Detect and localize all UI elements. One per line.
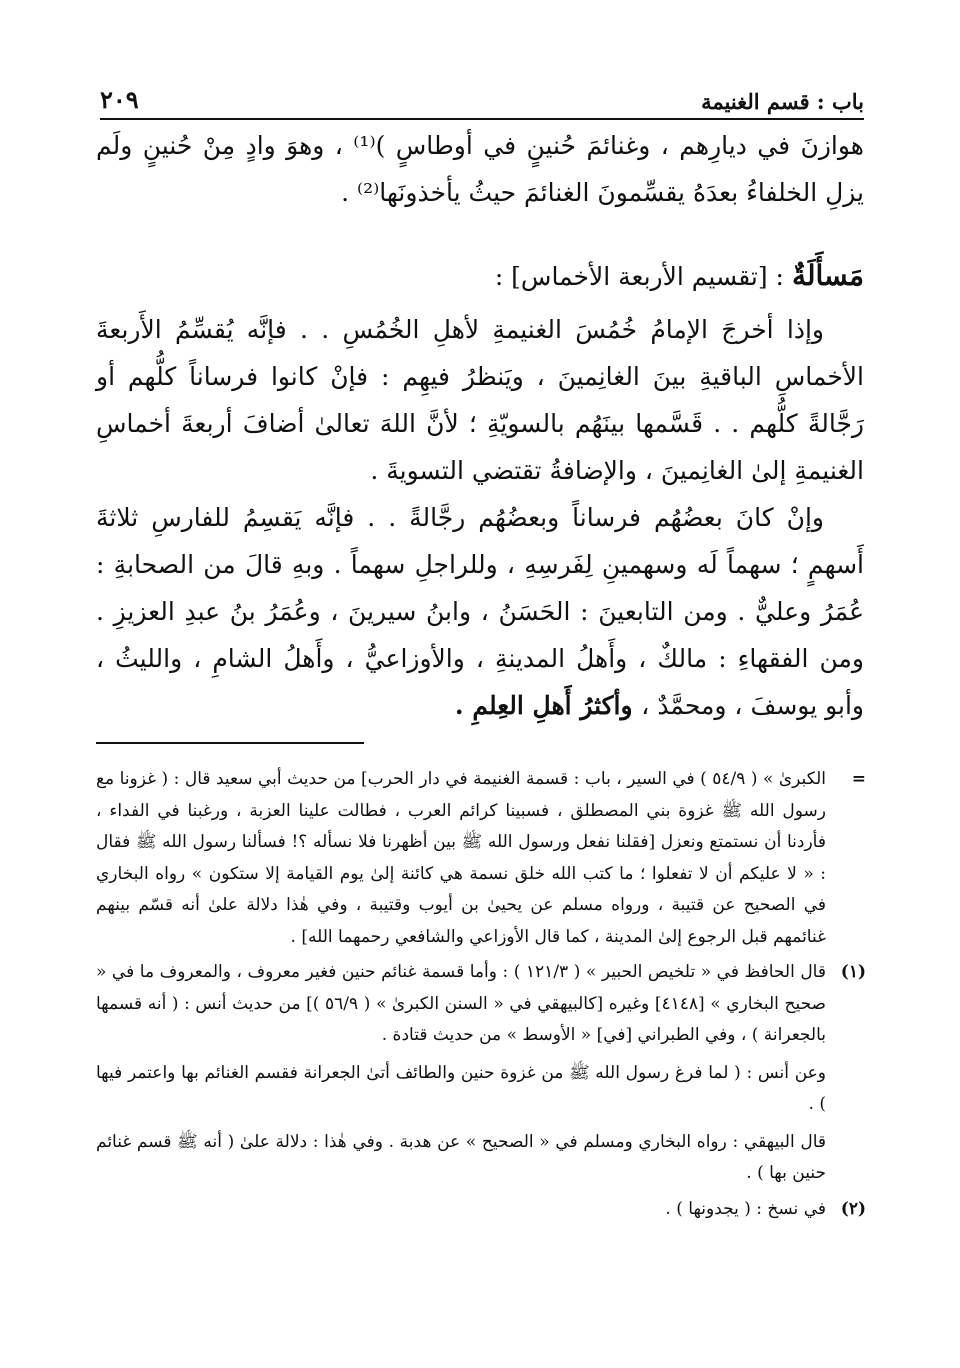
page-header <box>100 78 864 120</box>
running-title: باب : قسم الغنيمة <box>701 89 864 114</box>
footnote-separator <box>96 742 364 744</box>
footnotes <box>96 764 866 1229</box>
footnote-1-paragraph: قال الحافظ في « تلخيص الحبير » ( ١٢١/٣ ) : وأما قسمة غنائم حنين فغير معروف ، والمعروف ما في « صحيح البخاري » [٤١٤٨] وغيره [كالبيهقي في « السنن الكبرىٰ » ( ٥٦/٩ )] من حديث أنس : ( أنه قسمها بالجعرانة ) ، وفي الطبراني [في] « الأوسط » من حديث قتادة . <box>96 962 826 1045</box>
footnote-continued-text: الكبرىٰ » ( ٥٤/٩ ) في السير ، باب : قسمة الغنيمة في دار الحرب] من حديث أبي سعيد قال : ( غزونا مع رسول الله ﷺ غزوة بني المصطلق ، فسبينا كرائم العرب ، فطالت علينا العزبة ، ورغبنا في الفداء ، فأردنا أن نستمتع ونعزل [فقلنا نفعل ورسول الله ﷺ بين أظهرنا فلا نسأله ؟! فسألنا رسول الله ﷺ فقال : « لا عليكم أن لا تفعلوا ؛ ما كتب الله خلق نسمة هي كائنة إلىٰ يوم القيامة إلا ستكون » رواه البخاري في الصحيح عن قتيبة ، ورواه مسلم عن يحيىٰ بن أيوب وقتيبة ، وفي هٰذا دلالة علىٰ أنه قسّم بينهم غنائمهم قبل الرجوع إلىٰ المدينة ، كما قال الأوزاعي والشافعي رحمهما الله] . <box>96 769 826 947</box>
main-text <box>96 122 864 729</box>
footnote-continued <box>96 764 866 953</box>
footnote-continued-mark: = <box>851 769 866 789</box>
footnote-1-paragraph: قال البيهقي : رواه البخاري ومسلم في « الصحيح » عن هدبة . وفي هٰذا : دلالة علىٰ ( أنه ﷺ قسم غنائم حنين بها ) . <box>96 1131 826 1183</box>
paragraph-horsemen-text: وإنْ كانَ بعضُهُم فرساناً وبعضُهُم رجَّالةً . . فإنَّه يَقسِمُ للفارسِ ثلاثةَ أَسهمٍ ؛ سهماً لَه وسهمينِ لِفَرسِهِ ، وللراجلِ سهماً . وبهِ قالَ من الصحابةِ : عُمَرُ وعليٌّ . ومن التابعينَ : الحَسَنُ ، وابنُ سيرينَ ، وعُمَرُ بنُ عبدِ العزيزِ . ومن الفقهاءِ : مالكٌ ، وأَهلُ المدينةِ ، والأوزاعيُّ ، وأَهلُ الشامِ ، والليثُ ، وأبو يوسفَ ، ومحمَّدٌ ، <box>96 503 864 720</box>
paragraph-equal-division: وإذا أخرجَ الإمامُ خُمُسَ الغنيمةِ لأهلِ الخُمُسِ . . فإنَّه يُقسِّمُ الأَربعةَ الأخماسِ الباقيةِ بينَ الغانِمينَ ، ويَنظرُ فيهِم : فإنْ كانوا فرساناً كلُّهم أو رَجَّالةً كلُّهم . . قَسَّمها بينَهُم بالسويّةِ ؛ لأنَّ اللهَ تعالىٰ أضافَ أربعةَ أخماسِ الغنيمةِ إلىٰ الغانِمينَ ، والإضافةُ تقتضي التسويةَ . <box>96 315 864 485</box>
footnote-2 <box>96 1194 866 1226</box>
paragraph-horsemen-share <box>96 494 864 729</box>
issue-heading <box>96 252 864 300</box>
footnote-2-mark: (٢) <box>840 1198 866 1219</box>
paragraph-horsemen-bold-end: وأكثرُ أَهلِ العِلمِ . <box>454 691 642 720</box>
footnote-2-text: في نسخ : ( يجدونها ) . <box>665 1198 826 1219</box>
issue-label: مَسأَلَةٌ <box>791 259 864 292</box>
page-number: ٢٠٩ <box>100 85 139 114</box>
footnote-1-mark: (١) <box>840 962 866 982</box>
paragraph-continuation: هوازنَ في ديارِهم ، وغنائمَ حُنينٍ في أوطاسٍ )⁽¹⁾ ، وهوَ وادٍ مِنْ حُنينٍ ولَم يزلِ الخلفاءُ بعدَهُ يقسِّمونَ الغنائمَ حيثُ يأخذونَها⁽²⁾ . <box>96 131 864 207</box>
issue-title: : [تقسيم الأربعة الأخماس] : <box>494 262 792 291</box>
footnote-1 <box>96 957 866 1190</box>
footnote-1-paragraph: وعن أنس : ( لما فرغ رسول الله ﷺ من غزوة حنين والطائف أتىٰ الجعرانة فقسم الغنائم بها واعتمر فيها ) . <box>96 1062 826 1114</box>
